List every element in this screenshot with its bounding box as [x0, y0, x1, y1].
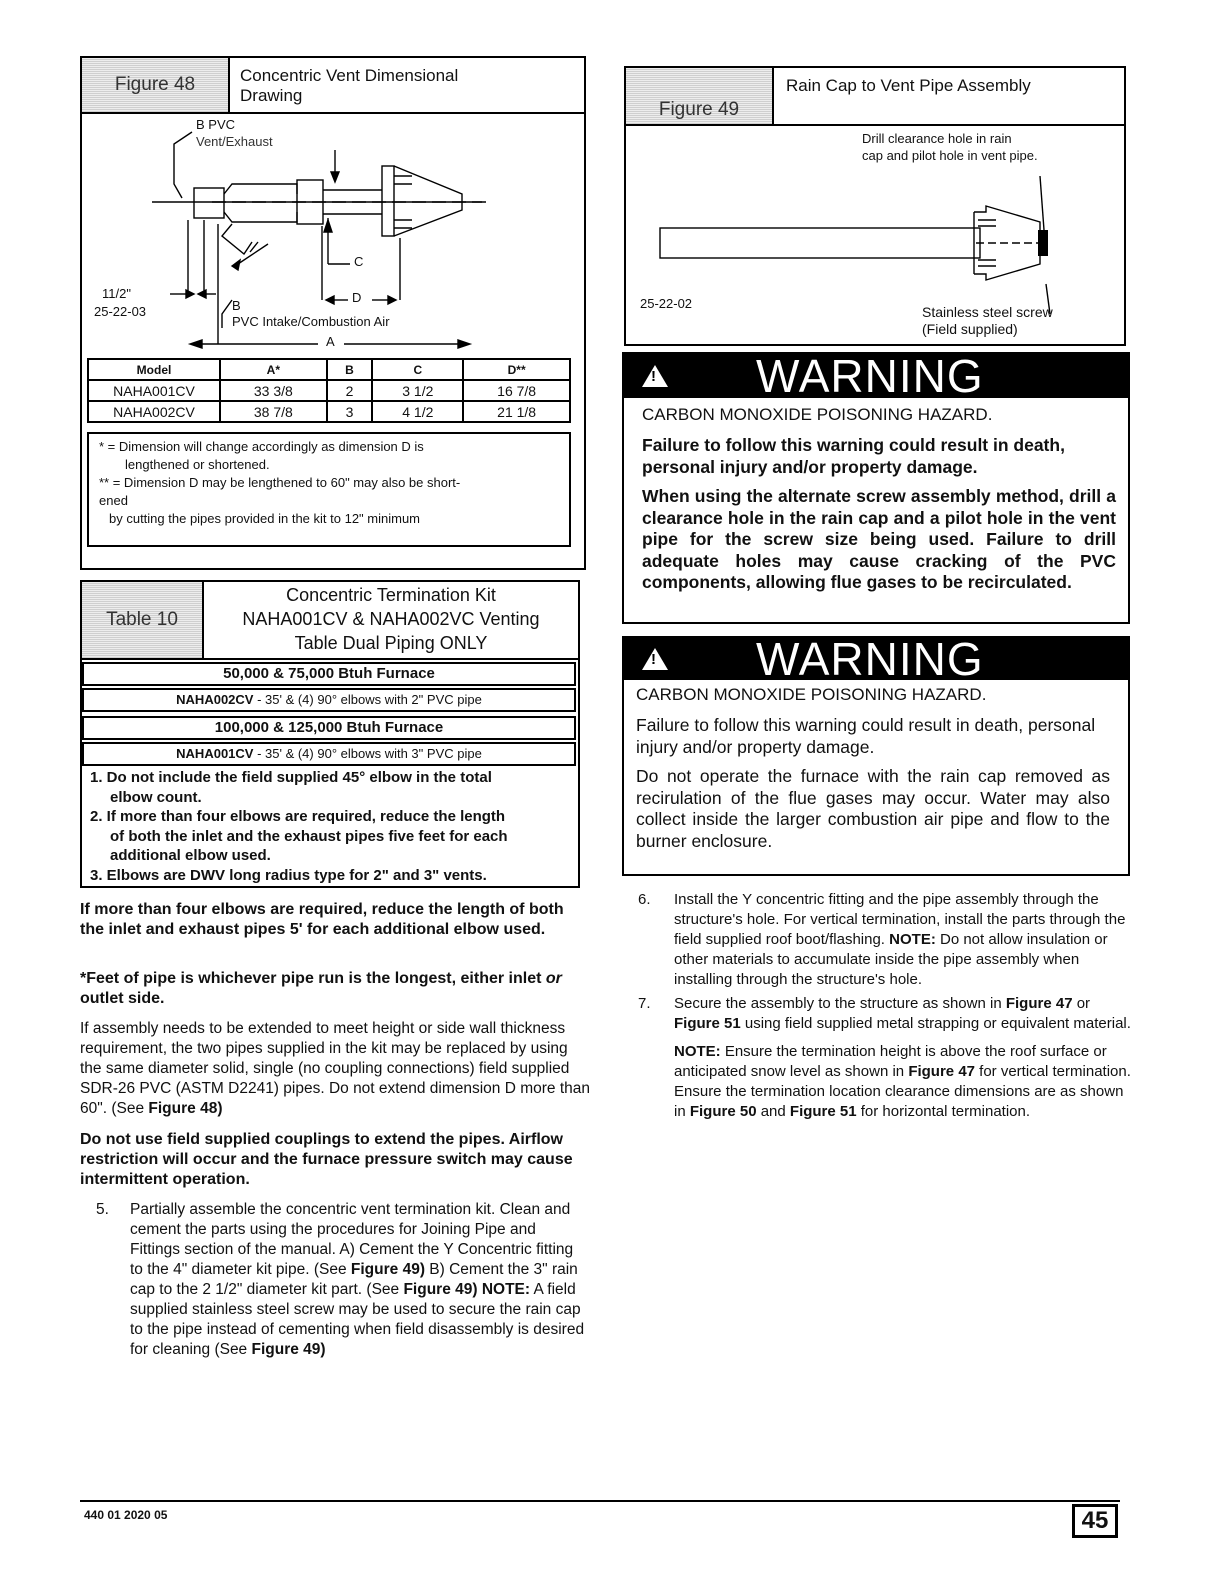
- title-line: Table Dual Piping ONLY: [294, 633, 488, 653]
- table-cell: 3 1/2: [372, 380, 463, 401]
- figure-ref: Figure 49): [251, 1341, 326, 1358]
- title-line: NAHA001CV & NAHA002VC Venting: [242, 609, 540, 629]
- table-cell: 2: [327, 380, 373, 401]
- figure-ref: Figure 47: [1005, 995, 1073, 1012]
- paragraph-extend-assembly: [80, 1019, 590, 1119]
- section-header: 50,000 & 75,000 Btuh Furnace: [82, 662, 576, 686]
- divider: [82, 658, 578, 660]
- text-italic: or: [545, 970, 562, 987]
- warning-body-1: [642, 404, 1116, 594]
- figure-ref: Figure 49) NOTE:: [403, 1281, 531, 1298]
- document-number: 440 01 2020 05: [84, 1508, 168, 1522]
- table-cell: NAHA001CV: [88, 380, 220, 401]
- note-line: ** = Dimension D may be lengthened to 60" may also be short-: [99, 475, 461, 490]
- item-body: [674, 994, 1134, 1034]
- table-10-title: [204, 583, 578, 655]
- figure-49-title: Rain Cap to Vent Pipe Assembly: [786, 76, 1031, 95]
- item-body: [130, 1200, 590, 1360]
- note-line: of both the inlet and the exhaust pipes five feet for each: [110, 827, 508, 845]
- divider: [228, 58, 230, 112]
- text: Stainless steel screw: [922, 304, 1053, 320]
- item-number: 6.: [638, 891, 651, 908]
- text: B) Cement the 3" rain cap to the 2 1/2" diameter kit part. (See: [130, 1261, 578, 1298]
- page-number: 45: [1072, 1504, 1118, 1538]
- section-row: [82, 742, 576, 766]
- label-one-half: 11/2": [102, 286, 131, 301]
- label-c: C: [354, 254, 364, 269]
- section-header: 100,000 & 125,000 Btuh Furnace: [82, 716, 576, 740]
- list-item-5: [96, 1200, 590, 1360]
- col-model: Model: [88, 359, 220, 380]
- note-line: by cutting the pipes provided in the kit to 12" minimum: [109, 511, 420, 526]
- warning-paragraph: Failure to follow this warning could result in death, personal injury and/or property damage.: [636, 715, 1096, 757]
- table-row: [88, 380, 570, 401]
- item-number: 5.: [96, 1201, 109, 1218]
- note-label: NOTE:: [674, 1043, 721, 1060]
- note-line: ened: [99, 493, 128, 508]
- col-b: B: [327, 359, 373, 380]
- figure-48-tag: Figure 48: [82, 58, 228, 112]
- figure-ref: Figure 49): [350, 1261, 425, 1278]
- text: Drill clearance hole in rain: [862, 131, 1012, 146]
- warning-paragraph: Do not operate the furnace with the rain cap removed as recirulation of the flue gases may occur. Water may also collect inside the larger combustion air pipe and flow to the burner enclosure.: [636, 766, 1110, 851]
- model-name: NAHA002CV: [176, 692, 254, 707]
- table-10-notes: [90, 768, 576, 886]
- table-10-tag: Table 10: [82, 582, 202, 658]
- item-body: [674, 890, 1134, 990]
- text: for vertical termination. Ensure the termination location clearance dimensions are as shown in: [674, 1063, 1131, 1120]
- text: using field supplied metal strapping or equivalent material.: [740, 1015, 1131, 1032]
- model-name: NAHA001CV: [176, 746, 254, 761]
- col-c: C: [372, 359, 463, 380]
- divider: [772, 68, 774, 124]
- paragraph-couplings: Do not use field supplied couplings to extend the pipes. Airflow restriction will occur and the furnace pressure switch may cause intermittent operation.: [80, 1131, 573, 1188]
- hazard-title: CARBON MONOXIDE POISONING HAZARD.: [636, 685, 987, 704]
- list-item-6: [638, 890, 1134, 990]
- text: Secure the assembly to the structure as shown in: [674, 995, 1006, 1012]
- figure-ref: Figure 47: [908, 1063, 975, 1080]
- warning-paragraph: When using the alternate screw assembly method, drill a clearance hole in the rain cap and a pilot hole in the vent pipe for the screw size being used. Failure to drill adequate holes may cause cracking of the PVC components, allowing flue gases to be recirculated.: [642, 486, 1116, 593]
- exclamation-icon: !: [651, 368, 656, 385]
- dimension-notes: [87, 432, 571, 547]
- warning-banner-1: [624, 350, 1128, 402]
- figure-48-title: Concentric Vent Dimensional Drawing: [240, 66, 459, 105]
- text: A field supplied stainless steel screw may be used to secure the rain cap to the pipe instead of cementing when field disassembly is desired for cleaning (See: [130, 1281, 585, 1358]
- text: (Field supplied): [922, 321, 1018, 337]
- note-line: 3. Elbows are DWV long radius type for 2" and 3" vents.: [90, 866, 487, 884]
- table-cell: 21 1/8: [463, 401, 570, 422]
- note-line: lengthened or shortened.: [125, 457, 270, 472]
- note-line: * = Dimension will change accordingly as dimension D is: [99, 439, 424, 454]
- text: Install the Y concentric fitting and the pipe assembly through the structure's hole. For vertical termination, install the parts through the field supplied roof boot/flashing.: [674, 891, 1126, 948]
- warning-paragraph: Failure to follow this warning could result in death, personal injury and/or property damage.: [642, 435, 1065, 477]
- label-d: D: [352, 290, 362, 305]
- label-vent-exhaust: Vent/Exhaust: [196, 134, 273, 149]
- warning-body-2: [636, 684, 1110, 852]
- table-cell: 16 7/8: [463, 380, 570, 401]
- paragraph-feet-of-pipe: [80, 969, 590, 1009]
- model-spec: - 35' & (4) 90° elbows with 2" PVC pipe: [253, 692, 482, 707]
- model-spec: - 35' & (4) 90° elbows with 3" PVC pipe: [253, 746, 482, 761]
- table-cell: 33 3/8: [220, 380, 327, 401]
- figure-48-code: 25-22-03: [94, 304, 147, 319]
- screw-note: [922, 304, 1053, 338]
- text: *Feet of pipe is whichever pipe run is the longest, either inlet: [80, 970, 546, 987]
- text: Ensure the termination height is above the roof surface or anticipated snow level as shown in: [674, 1043, 1107, 1080]
- list-item-7: [638, 994, 1134, 1122]
- table-row: [88, 401, 570, 422]
- footer-rule: [80, 1500, 1120, 1502]
- exclamation-icon: !: [651, 651, 656, 668]
- table-cell: 3: [327, 401, 373, 422]
- text: Do not allow insulation or other materials to accumulate inside the pipe assembly when installing through the structure's hole.: [674, 931, 1108, 988]
- warning-triangle-icon: [642, 648, 668, 670]
- hazard-title: CARBON MONOXIDE POISONING HAZARD.: [642, 405, 993, 424]
- text: and: [756, 1103, 790, 1120]
- title-line: Concentric Termination Kit: [286, 585, 496, 605]
- note-line: 2. If more than four elbows are required, reduce the length: [90, 808, 506, 826]
- figure-ref: Figure 48): [148, 1100, 223, 1117]
- note-label: NOTE:: [889, 931, 936, 948]
- warning-triangle-icon: [642, 365, 668, 387]
- text: If assembly needs to be extended to meet height or side wall thickness requirement, the two pipes supplied in the kit may be replaced by using the same diameter solid, single (no coupling connections) field supplied SDR-26 PVC (ASTM D2241) pipes. Do not extend dimension D more than 60". (See: [80, 1020, 591, 1117]
- figure-ref: Figure 51: [789, 1103, 857, 1120]
- text: Partially assemble the concentric vent termination kit. Clean and cement the parts using the procedures for Joining Pipe and Fittings section of the manual. A) Cement the Y Concentric fitting to the 4" diameter kit pipe. (See: [130, 1201, 574, 1278]
- text: outlet side.: [80, 990, 165, 1007]
- figure-49-code: 25-22-02: [640, 296, 693, 311]
- figure-ref: Figure 51: [674, 1015, 741, 1032]
- col-a: A*: [220, 359, 327, 380]
- label-b: B: [232, 298, 241, 313]
- table-cell: NAHA002CV: [88, 401, 220, 422]
- text: cap and pilot hole in vent pipe.: [862, 148, 1038, 163]
- label-b-pvc: B PVC: [196, 117, 236, 132]
- item-note: [674, 1042, 1134, 1122]
- label-a: A: [326, 334, 335, 349]
- paragraph-elbows: If more than four elbows are required, reduce the length of both the inlet and exhaust pipes 5' for each additional elbow used.: [80, 901, 564, 938]
- note-line: 1. Do not include the field supplied 45° elbow in the total: [90, 769, 492, 786]
- text: or: [1072, 995, 1091, 1012]
- figure-ref: Figure 50: [689, 1103, 757, 1120]
- warning-banner-2: [624, 633, 1128, 685]
- item-number: 7.: [638, 995, 651, 1012]
- note-line: additional elbow used.: [110, 847, 271, 865]
- table-header-row: [88, 359, 570, 380]
- section-row: [82, 688, 576, 712]
- dimension-table: [87, 358, 571, 423]
- table-cell: 4 1/2: [372, 401, 463, 422]
- label-pvc-intake: PVC Intake/Combustion Air: [232, 314, 390, 329]
- figure-49-tag: Figure 49: [626, 68, 772, 124]
- warning-title: WARNING: [756, 350, 984, 402]
- warning-title: WARNING: [756, 633, 984, 685]
- col-d: D**: [463, 359, 570, 380]
- table-cell: 38 7/8: [220, 401, 327, 422]
- text: for horizontal termination.: [856, 1103, 1031, 1120]
- note-line: elbow count.: [110, 788, 202, 806]
